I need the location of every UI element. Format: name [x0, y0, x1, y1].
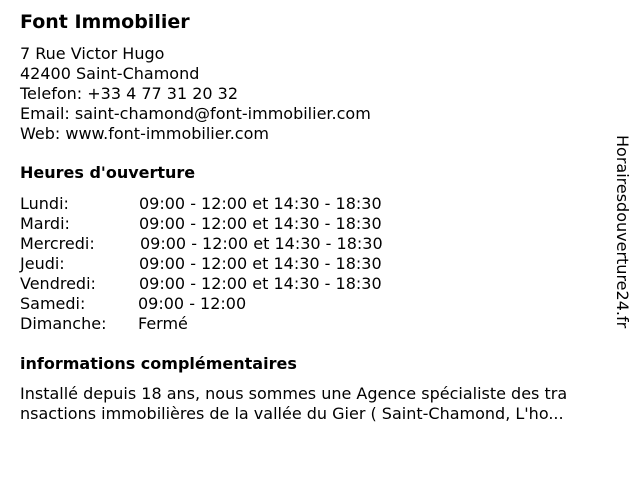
day-hours: 09:00 - 12:00	[138, 294, 247, 313]
day-label: Mercredi:	[20, 234, 95, 253]
website: Web: www.font-immobilier.com	[20, 124, 269, 143]
day-hours: 09:00 - 12:00 et 14:30 - 18:30	[139, 214, 382, 233]
day-hours: 09:00 - 12:00 et 14:30 - 18:30	[140, 234, 383, 253]
hours-heading: Heures d'ouverture	[20, 163, 196, 182]
address-city: 42400 Saint-Chamond	[20, 64, 200, 83]
contact-block	[20, 44, 371, 144]
info-line-2: nsactions immobilières de la vallée du Gier ( Saint-Chamond, L'ho...	[20, 404, 564, 423]
info-line-1: Installé depuis 18 ans, nous sommes une Agence spécialiste des tra	[20, 384, 568, 403]
address-street: 7 Rue Victor Hugo	[20, 44, 165, 63]
phone-number: Telefon: +33 4 77 31 20 32	[20, 84, 239, 103]
day-hours: 09:00 - 12:00 et 14:30 - 18:30	[139, 194, 382, 213]
day-label: Mardi:	[20, 214, 70, 233]
day-hours: Fermé	[138, 314, 188, 333]
day-label: Jeudi:	[20, 254, 65, 273]
day-label: Lundi:	[20, 194, 69, 213]
watermark-text: Horairesdouverture24.fr	[613, 135, 632, 329]
day-label: Samedi:	[20, 294, 86, 313]
info-description	[20, 384, 567, 424]
day-hours: 09:00 - 12:00 et 14:30 - 18:30	[139, 254, 382, 273]
day-label: Vendredi:	[20, 274, 96, 293]
business-name: Font Immobilier	[20, 11, 190, 33]
email-address: Email: saint-chamond@font-immobilier.com	[20, 104, 371, 123]
day-hours: 09:00 - 12:00 et 14:30 - 18:30	[139, 274, 382, 293]
day-label: Dimanche:	[20, 314, 107, 333]
info-heading: informations complémentaires	[20, 354, 297, 373]
